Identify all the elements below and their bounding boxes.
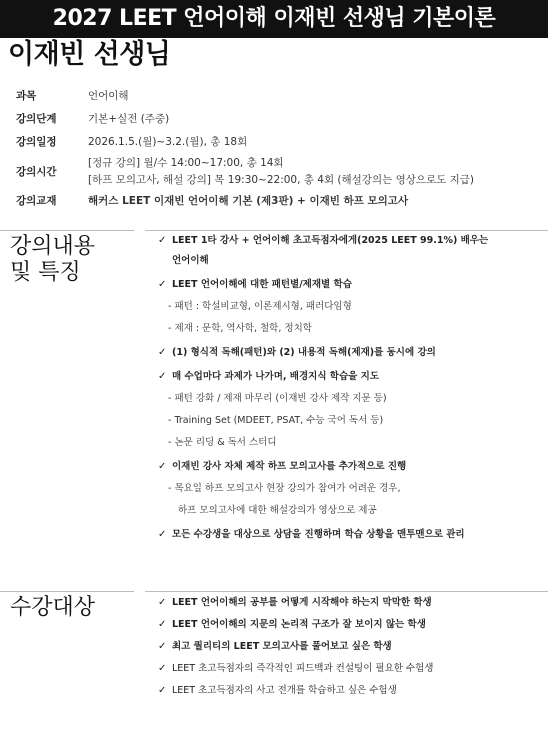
check-icon: ✓ xyxy=(158,529,167,540)
list-subitem: - 목요일 하프 모의고사 현장 강의가 참여가 어려운 경우, xyxy=(168,483,401,494)
list-item-text: LEET 1타 강사 + 언어이해 초고득점자에게(2025 LEET 99.1%) 배우는 xyxy=(172,235,489,246)
list-item xyxy=(158,662,544,684)
info-label: 강의교재 xyxy=(16,195,57,207)
list-item xyxy=(158,370,544,392)
list-subitem: - Training Set (MDEET, PSAT, 수능 국어 독서 등) xyxy=(168,415,384,426)
list-item xyxy=(158,640,544,662)
info-value: 언어이해 xyxy=(88,90,129,102)
list-item-text: 최고 퀄리티의 LEET 모의고사를 풀어보고 싶은 학생 xyxy=(172,641,392,652)
section-divider xyxy=(0,591,134,592)
info-label: 강의단계 xyxy=(16,113,57,125)
list-item xyxy=(158,684,544,706)
list-item-text: LEET 언어이해에 대한 패턴별/제재별 학습 xyxy=(172,279,352,290)
info-value-line: [하프 모의고사, 해설 강의] 목 19:30~22:00, 총 4회 (해설강의는 영상으로도 지급) xyxy=(88,174,475,186)
info-value: 기본+실전 (주중) xyxy=(88,113,170,125)
info-row-subject xyxy=(14,88,544,105)
list-item-text: (1) 형식적 독해(패턴)와 (2) 내용적 독해(제재)를 동시에 강의 xyxy=(172,347,436,358)
list-item-text: 이재빈 강사 자체 제작 하프 모의고사를 추가적으로 진행 xyxy=(172,461,407,472)
info-label: 강의시간 xyxy=(16,166,57,178)
info-row-stage xyxy=(14,111,544,128)
list-subitem: 하프 모의고사에 대한 해설강의가 영상으로 제공 xyxy=(178,505,377,516)
check-icon: ✓ xyxy=(158,347,167,358)
info-row-textbook xyxy=(14,193,544,210)
info-label: 과목 xyxy=(16,90,37,102)
list-item-text: LEET 언어이해의 지문의 논리적 구조가 잘 보이지 않는 학생 xyxy=(172,619,426,630)
list-item-text: LEET 초고득점자의 사고 전개를 학습하고 싶은 수험생 xyxy=(172,685,397,696)
features-list xyxy=(158,234,544,550)
list-item-text: 언어이해 xyxy=(172,255,209,266)
teacher-name: 이재빈 선생님 xyxy=(8,39,171,70)
info-row-schedule xyxy=(14,134,544,151)
check-icon: ✓ xyxy=(158,279,167,290)
course-info-table xyxy=(14,88,544,210)
info-value: 해커스 LEET 이재빈 언어이해 기본 (제3판) + 이재빈 하프 모의고사 xyxy=(88,195,409,207)
list-item-text: LEET 언어이해의 공부를 어떻게 시작해야 하는지 막막한 학생 xyxy=(172,597,432,608)
features-title-line: 및 특징 xyxy=(10,260,81,285)
course-banner: 2027 LEET 언어이해 이재빈 선생님 기본이론 xyxy=(0,0,548,38)
list-subitem: - 제재 : 문학, 역사학, 철학, 정치학 xyxy=(168,323,312,334)
info-value: 2026.1.5.(월)~3.2.(월), 총 18회 xyxy=(88,136,248,148)
audience-title: 수강대상 xyxy=(10,595,96,620)
check-icon: ✓ xyxy=(158,461,167,472)
features-title-line: 강의내용 xyxy=(10,234,96,259)
list-item-text: 모든 수강생을 대상으로 상담을 진행하며 학습 상황을 맨투맨으로 관리 xyxy=(172,529,465,540)
list-subitem: - 패턴 강화 / 제재 마무리 (이재빈 강사 제작 지문 등) xyxy=(168,393,387,404)
info-value-line: [정규 강의] 월/수 14:00~17:00, 총 14회 xyxy=(88,157,284,169)
info-value xyxy=(88,155,474,189)
check-icon: ✓ xyxy=(158,663,167,674)
list-item xyxy=(158,460,544,482)
list-item xyxy=(158,528,544,550)
check-icon: ✓ xyxy=(158,597,167,608)
list-item-text: 매 수업마다 과제가 나가며, 배경지식 학습을 지도 xyxy=(172,371,379,382)
audience-list xyxy=(158,596,544,706)
list-item xyxy=(158,234,544,254)
check-icon: ✓ xyxy=(158,235,167,246)
list-item xyxy=(158,596,544,618)
check-icon: ✓ xyxy=(158,619,167,630)
list-item xyxy=(158,618,544,640)
list-item xyxy=(158,346,544,370)
list-subitem: - 논문 리딩 & 독서 스터디 xyxy=(168,437,277,448)
check-icon: ✓ xyxy=(158,685,167,696)
check-icon: ✓ xyxy=(158,371,167,382)
info-row-time xyxy=(14,155,544,189)
features-title xyxy=(10,234,95,286)
section-divider xyxy=(0,230,134,231)
list-subitem: - 패턴 : 학설비교형, 이론제시형, 패러다임형 xyxy=(168,301,352,312)
section-divider xyxy=(145,591,548,592)
section-divider xyxy=(145,230,548,231)
check-icon: ✓ xyxy=(158,641,167,652)
list-item xyxy=(158,254,544,278)
list-item-text: LEET 초고득점자의 즉각적인 피드백과 컨설팅이 필요한 수험생 xyxy=(172,663,434,674)
list-item xyxy=(158,278,544,300)
info-label: 강의일정 xyxy=(16,136,57,148)
